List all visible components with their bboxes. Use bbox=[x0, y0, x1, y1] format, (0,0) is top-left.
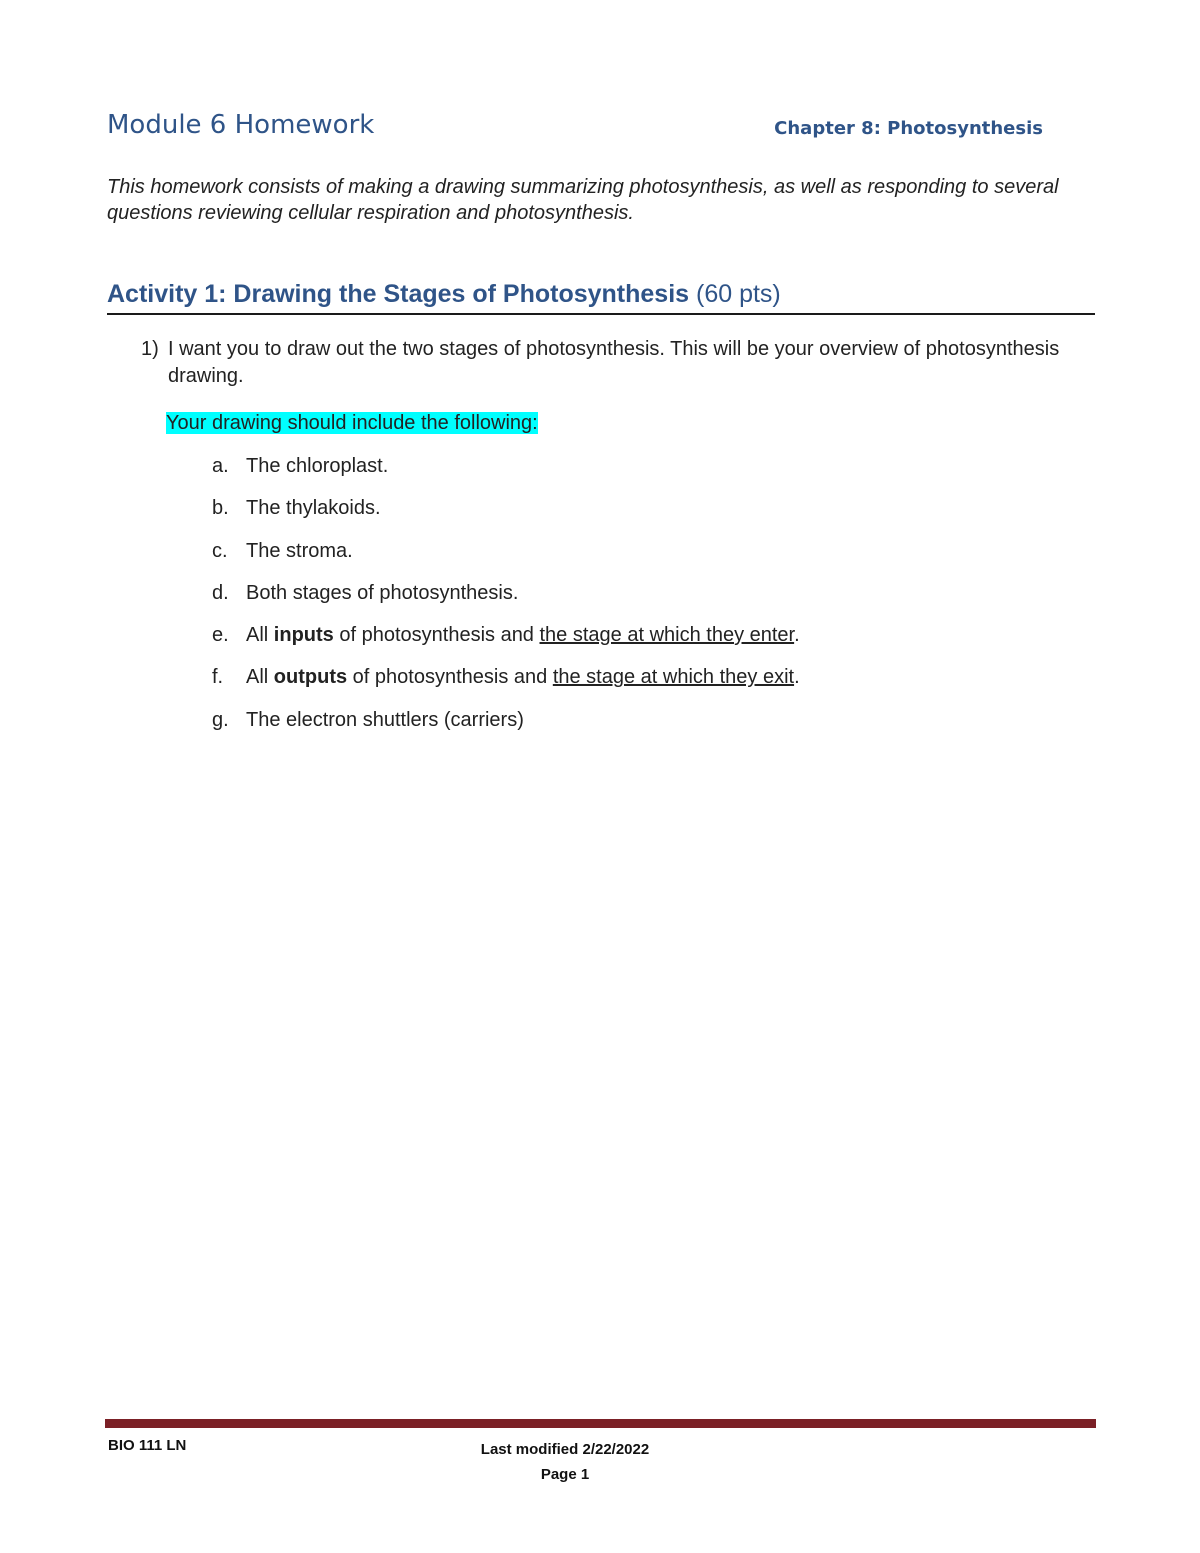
question-number: 1) bbox=[141, 338, 159, 360]
text-segment: of photosynthesis and bbox=[333, 624, 540, 647]
activity-heading-title: Activity 1: Drawing the Stages of Photosynthesis bbox=[107, 280, 690, 308]
list-item-letter: d. bbox=[212, 581, 229, 604]
footer-page-number: Page 1 bbox=[540, 1466, 590, 1483]
list-item-text: Both stages of photosynthesis. bbox=[246, 581, 519, 604]
footer-last-modified: Last modified 2/22/2022 bbox=[480, 1441, 650, 1458]
footer-center bbox=[380, 1437, 750, 1487]
list-item-text: The chloroplast. bbox=[246, 455, 389, 477]
list-item-letter: c. bbox=[212, 539, 228, 562]
list-item bbox=[166, 495, 1066, 537]
highlighted-instruction bbox=[166, 410, 538, 436]
list-item-letter: a. bbox=[212, 455, 229, 477]
page-header bbox=[107, 110, 1043, 150]
text-segment: . bbox=[794, 624, 800, 647]
list-item-text bbox=[246, 664, 800, 690]
bold-keyword: outputs bbox=[273, 666, 348, 689]
list-item-letter: g. bbox=[212, 708, 229, 731]
list-item-text: The thylakoids. bbox=[246, 497, 381, 520]
list-item bbox=[166, 453, 1066, 495]
list-item-text: The electron shuttlers (carriers) bbox=[246, 708, 524, 731]
question-1 bbox=[141, 336, 1071, 390]
footer-course: BIO 111 LN bbox=[108, 1437, 187, 1454]
list-item bbox=[166, 707, 1066, 749]
list-item bbox=[166, 622, 1066, 664]
list-item-letter: e. bbox=[212, 624, 229, 647]
underlined-phrase: the stage at which they exit bbox=[552, 666, 795, 689]
list-item-text bbox=[246, 622, 800, 648]
text-segment: All bbox=[246, 666, 274, 689]
list-item-letter: b. bbox=[212, 497, 229, 520]
page-title: Module 6 Homework bbox=[107, 110, 375, 140]
list-item-letter: f. bbox=[212, 666, 224, 689]
text-segment: All bbox=[246, 624, 274, 647]
highlighted-instruction-text: Your drawing should include the following: bbox=[166, 412, 538, 434]
text-segment: of photosynthesis and bbox=[347, 666, 553, 689]
bold-keyword: inputs bbox=[273, 624, 334, 647]
activity-heading bbox=[107, 280, 1095, 315]
chapter-title: Chapter 8: Photosynthesis bbox=[774, 118, 1043, 139]
intro-paragraph: This homework consists of making a drawing summarizing photosynthesis, as well as responding to several questions reviewing cellular respiration and photosynthesis. bbox=[107, 176, 1059, 224]
underlined-phrase: the stage at which they enter bbox=[539, 624, 795, 647]
list-item bbox=[166, 664, 1066, 706]
list-item bbox=[166, 538, 1066, 580]
text-segment: . bbox=[794, 666, 800, 689]
question-text: I want you to draw out the two stages of photosynthesis. This will be your overview of photosynthesis drawing. bbox=[168, 338, 1060, 387]
requirements-list bbox=[166, 453, 1066, 749]
list-item-text: The stroma. bbox=[246, 539, 353, 562]
activity-heading-points: (60 pts) bbox=[689, 280, 781, 308]
footer-divider bbox=[105, 1419, 1096, 1428]
list-item bbox=[166, 580, 1066, 622]
